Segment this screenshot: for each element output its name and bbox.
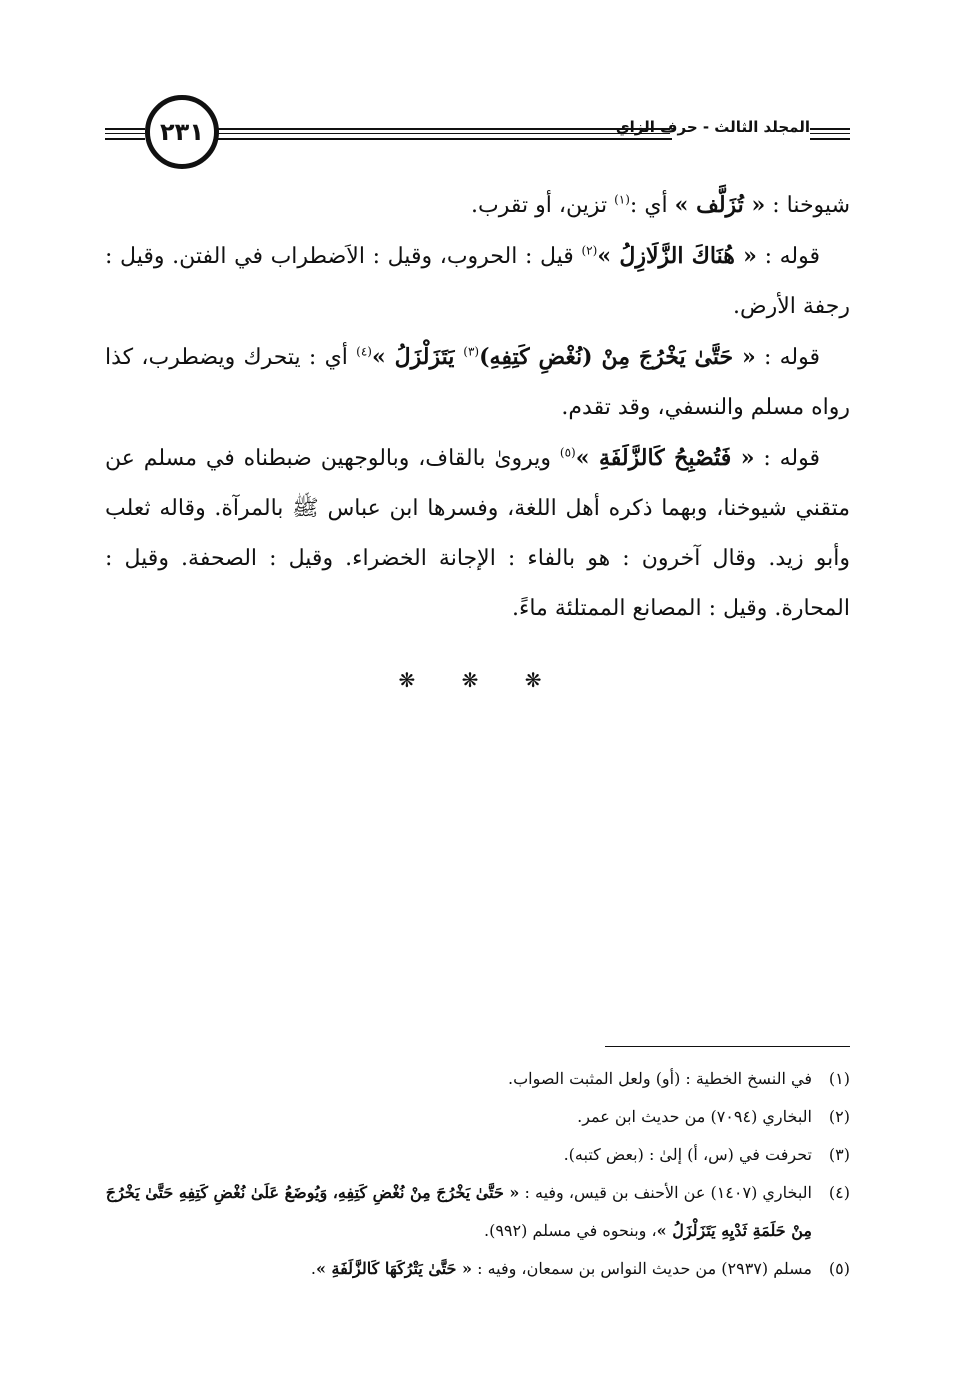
footnote-text: تحرفت في (س، أ) إلىٰ : (بعض كتبه). [563,1145,812,1164]
footnote [105,1098,850,1136]
footnote [105,1250,850,1288]
header-rule [810,128,850,130]
paragraph-3 [105,332,850,433]
header-rule [105,133,145,134]
hadith-quote: « فَتُصْبِحُ كَالزَّلَفَةِ » [575,445,755,471]
hadith-quote: « حَتَّىٰ يَخْرُجَ مِنْ (نُغْضِ كَتِفِهِ) [479,344,756,370]
footnote-text: . [310,1259,316,1278]
footnote-number: (١) [828,1069,850,1088]
hadith-quote: « حَتَّىٰ يَخْرُجَ مِنْ نُغْضِ كَتِفِهِ، وَيُوضَعُ عَلَىٰ نُغْضِ كَتِفِهِ حَتَّىٰ يَخْرُجَ مِنْ حَلَمَةِ ثَدْيِهِ يَتَزَلْزَلُ » [105,1183,812,1240]
header-rule [105,138,145,140]
footnote-text: في النسخ الخطية : (أو) ولعل المثبت الصواب. [508,1069,812,1088]
page-number: ٢٣١ [145,95,219,169]
header-rule [217,128,672,130]
header-rule [105,128,145,130]
footnote-number: (٣) [828,1145,850,1164]
hadith-quote: « حَتَّىٰ يَتْرُكَهَا كَالزَّلَفَةِ » [315,1259,472,1278]
page-header [105,92,850,182]
footnote [105,1136,850,1174]
text: قوله : [756,244,821,269]
footnote-number: (٥) [828,1259,850,1278]
text: قوله : [754,446,821,471]
footnote-number: (٤) [828,1183,850,1202]
footnote-ref: (٥) [559,445,576,460]
text: ويروىٰ بالقاف، وبالوجهين ضبطناه في مسلم عن متقني شيوخنا، وبهما ذكره أهل اللغة، وفسرها ابن عباس ﷺ بالمرآة. وقاله ثعلب وأبو زيد. وقال آخرون : هو بالفاء : الإجانة الخضراء. وقيل : الصحفة. وقيل : المحارة. وقيل : المصانع الممتلئة ماءً. [105,446,850,621]
running-title: المجلد الثالث - حرف الزاي [615,118,810,136]
header-rule [217,138,672,140]
text: تزين، أو تقرب. [471,193,615,218]
header-rule [810,133,850,134]
hadith-quote: « هُنَاكَ الزَّلَازِلُ » [597,243,757,269]
paragraph-2 [105,231,850,332]
text: قوله : [755,345,820,370]
footnote-text: ، وبنحوه في مسلم (٩٩٢). [484,1221,657,1240]
footnotes [105,1060,850,1288]
paragraph-1 [105,180,850,231]
text: أي : يتحرك ويضطرب، كذا رواه مسلم والنسفي، وقد تقدم. [105,345,850,420]
footnote-ref: (٤) [356,344,372,359]
section-separator: ❋ ❋ ❋ [398,668,562,692]
text: شيوخنا : [765,193,850,218]
footnote-ref: (١) [614,192,630,207]
main-text [105,180,850,634]
header-rule [217,133,672,134]
text: أي : [629,193,675,218]
footnote [105,1174,850,1250]
text: قيل : الحروب، وقيل : الاَضطراب في الفتن. وقيل : رجفة الأرض. [105,244,850,319]
footnote-rule [605,1046,850,1047]
hadith-quote: يَتَزَلْزَلُ » [371,344,464,370]
footnote-text: البخاري (٧٠٩٤) من حديث ابن عمر. [577,1107,812,1126]
quran-quote: « تُزَلَّف » [674,192,766,218]
footnote-number: (٢) [828,1107,850,1126]
footnote-ref: (٢) [581,243,598,258]
footnote-text: البخاري (١٤٠٧) عن الأحنف بن قيس، وفيه : [519,1183,812,1202]
footnote [105,1060,850,1098]
footnote-ref: (٣) [463,344,480,359]
paragraph-4 [105,433,850,634]
header-rule [810,138,850,140]
footnote-text: مسلم (٢٩٣٧) من حديث النواس بن سمعان، وفيه : [472,1259,812,1278]
